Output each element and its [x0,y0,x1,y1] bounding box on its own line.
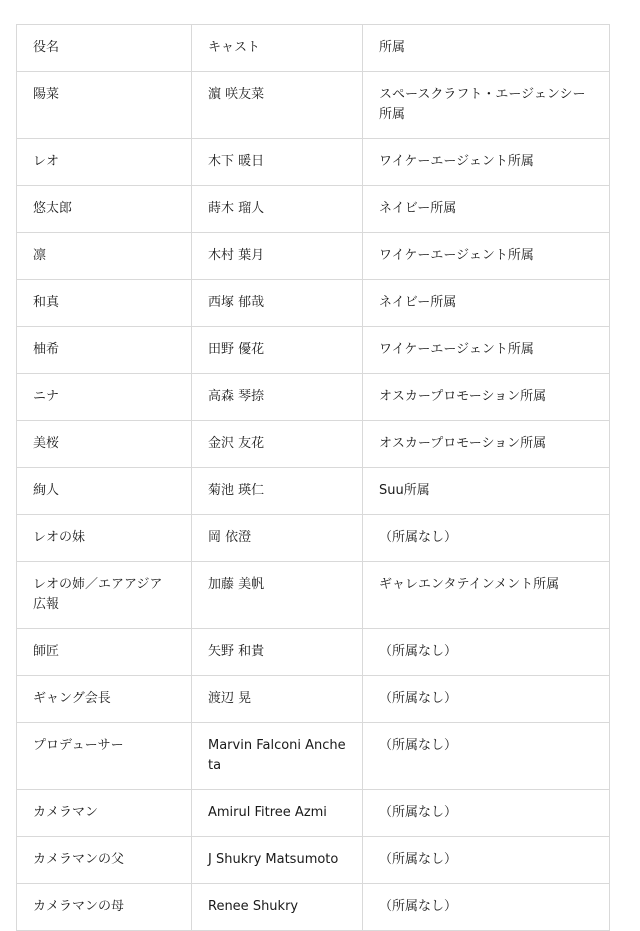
table-row [17,629,610,676]
role-cell: 和真 [17,280,192,327]
table-row [17,790,610,837]
cast-cell: 矢野 和貴 [192,629,363,676]
role-cell: ギャング会長 [17,676,192,723]
table-row [17,562,610,629]
table-row [17,723,610,790]
cast-cell: 西塚 郁哉 [192,280,363,327]
header-affiliation: 所属 [363,25,610,72]
cast-cell: 高森 琴捺 [192,374,363,421]
table-row [17,374,610,421]
table-body [17,72,610,931]
header-row [17,25,610,72]
role-cell: 陽菜 [17,72,192,139]
affiliation-cell: （所属なし） [363,723,610,790]
cast-cell: 木下 暖日 [192,139,363,186]
table-row [17,280,610,327]
role-cell: 絢人 [17,468,192,515]
role-cell: レオの姉／エアアジア広報 [17,562,192,629]
table-row [17,515,610,562]
role-cell: レオの妹 [17,515,192,562]
cast-cell: J Shukry Matsumoto [192,837,363,884]
role-cell: レオ [17,139,192,186]
affiliation-cell: （所属なし） [363,884,610,931]
role-cell: 美桜 [17,421,192,468]
table-row [17,468,610,515]
affiliation-cell: ワイケーエージェント所属 [363,139,610,186]
role-cell: カメラマン [17,790,192,837]
role-cell: 凛 [17,233,192,280]
table-row [17,72,610,139]
table-row [17,421,610,468]
cast-cell: 加藤 美帆 [192,562,363,629]
role-cell: 悠太郎 [17,186,192,233]
cast-cell: 木村 葉月 [192,233,363,280]
table-row [17,233,610,280]
cast-cell: Marvin Falconi Ancheta [192,723,363,790]
table-row [17,676,610,723]
header-role: 役名 [17,25,192,72]
table-row [17,327,610,374]
cast-cell: 菊池 瑛仁 [192,468,363,515]
cast-cell: 蒔木 瑠人 [192,186,363,233]
affiliation-cell: ギャレエンタテインメント所属 [363,562,610,629]
affiliation-cell: Suu所属 [363,468,610,515]
cast-cell: 田野 優花 [192,327,363,374]
role-cell: カメラマンの父 [17,837,192,884]
affiliation-cell: ワイケーエージェント所属 [363,327,610,374]
cast-cell: 金沢 友花 [192,421,363,468]
affiliation-cell: （所属なし） [363,837,610,884]
table-row [17,139,610,186]
role-cell: ニナ [17,374,192,421]
affiliation-cell: スペースクラフト・エージェンシー所属 [363,72,610,139]
affiliation-cell: （所属なし） [363,790,610,837]
cast-cell: Amirul Fitree Azmi [192,790,363,837]
header-cast: キャスト [192,25,363,72]
role-cell: 師匠 [17,629,192,676]
affiliation-cell: ネイビー所属 [363,186,610,233]
table-row [17,837,610,884]
cast-cell: 渡辺 晃 [192,676,363,723]
affiliation-cell: （所属なし） [363,515,610,562]
role-cell: プロデューサー [17,723,192,790]
affiliation-cell: （所属なし） [363,629,610,676]
cast-cell: 岡 依澄 [192,515,363,562]
affiliation-cell: オスカープロモーション所属 [363,421,610,468]
role-cell: 柚希 [17,327,192,374]
table-row [17,186,610,233]
affiliation-cell: ネイビー所属 [363,280,610,327]
table-row [17,884,610,931]
cast-cell: Renee Shukry [192,884,363,931]
cast-cell: 濵 咲友菜 [192,72,363,139]
affiliation-cell: （所属なし） [363,676,610,723]
affiliation-cell: ワイケーエージェント所属 [363,233,610,280]
affiliation-cell: オスカープロモーション所属 [363,374,610,421]
cast-table [16,24,610,931]
table-header [17,25,610,72]
role-cell: カメラマンの母 [17,884,192,931]
